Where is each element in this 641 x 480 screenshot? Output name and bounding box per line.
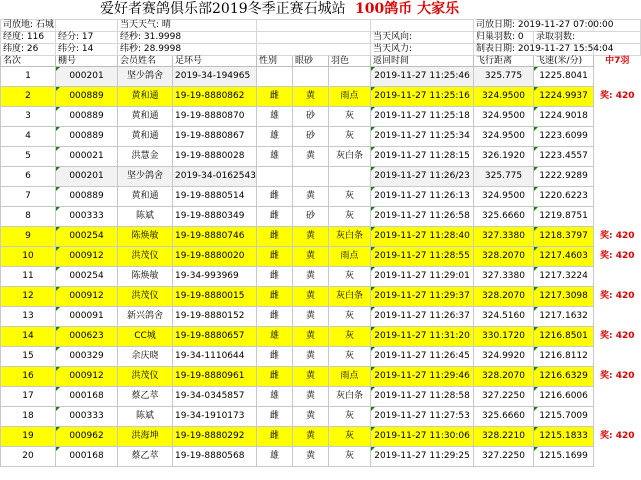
eye-cell: 黄 xyxy=(293,447,329,467)
table-row xyxy=(1,67,641,87)
rank-cell: 19 xyxy=(1,427,56,447)
ring-cell: 19-19-8880349 xyxy=(173,207,257,227)
loft-cell: 000201 xyxy=(56,67,118,87)
prize-cell xyxy=(594,107,641,127)
prize-cell: 奖: 420 xyxy=(594,427,641,447)
table-row xyxy=(1,207,641,227)
rank-cell: 20 xyxy=(1,447,56,467)
loft-cell: 000889 xyxy=(56,127,118,147)
table-row xyxy=(1,107,641,127)
loft-cell: 000333 xyxy=(56,207,118,227)
info-cell: 归巢羽数: 0 xyxy=(474,32,534,44)
distance-cell: 325.775 xyxy=(474,167,534,187)
ring-cell: 19-19-8880870 xyxy=(173,107,257,127)
speed-cell: 1216.8112 xyxy=(534,347,594,367)
return-time-cell: 2019-11-27 11:25:18 xyxy=(371,107,474,127)
ring-cell: 19-19-8880152 xyxy=(173,307,257,327)
ring-cell: 19-34-0345857 xyxy=(173,387,257,407)
sex-cell: 雄 xyxy=(257,147,293,167)
info-cell xyxy=(257,32,371,44)
color-cell xyxy=(329,167,371,187)
speed-cell: 1218.3797 xyxy=(534,227,594,247)
eye-cell: 黄 xyxy=(293,347,329,367)
member-cell: 黄和通 xyxy=(118,87,173,107)
color-cell: 灰 xyxy=(329,447,371,467)
loft-cell: 000912 xyxy=(56,247,118,267)
prize-cell xyxy=(594,147,641,167)
loft-cell: 000889 xyxy=(56,187,118,207)
info-cell xyxy=(257,44,371,56)
speed-cell: 1217.1632 xyxy=(534,307,594,327)
loft-cell: 000889 xyxy=(56,87,118,107)
color-cell: 灰 xyxy=(329,267,371,287)
member-cell: 蔡乙萃 xyxy=(118,387,173,407)
info-cell: 司放日期: 2019-11-27 07:00:00 xyxy=(474,20,594,32)
table-row xyxy=(1,187,641,207)
eye-cell: 黄 xyxy=(293,147,329,167)
speed-cell: 1216.6329 xyxy=(534,367,594,387)
loft-cell: 000889 xyxy=(56,107,118,127)
sex-cell: 雌 xyxy=(257,367,293,387)
member-cell: 余庆晓 xyxy=(118,347,173,367)
distance-cell: 324.9500 xyxy=(474,107,534,127)
rank-cell: 5 xyxy=(1,147,56,167)
distance-cell: 327.3380 xyxy=(474,267,534,287)
eye-cell: 黄 xyxy=(293,387,329,407)
loft-cell: 000168 xyxy=(56,447,118,467)
eye-cell: 黄 xyxy=(293,427,329,447)
prize-cell: 奖: 420 xyxy=(594,247,641,267)
rank-cell: 7 xyxy=(1,187,56,207)
color-cell: 雨点 xyxy=(329,87,371,107)
prize-cell: 奖: 420 xyxy=(594,367,641,387)
distance-cell: 328.2070 xyxy=(474,367,534,387)
sex-cell: 雌 xyxy=(257,347,293,367)
eye-cell xyxy=(293,67,329,87)
rank-cell: 4 xyxy=(1,127,56,147)
member-cell: 陈焕敏 xyxy=(118,227,173,247)
sex-cell: 雌 xyxy=(257,307,293,327)
speed-cell: 1224.9937 xyxy=(534,87,594,107)
loft-cell: 000623 xyxy=(56,327,118,347)
eye-cell: 砂 xyxy=(293,127,329,147)
eye-cell: 黄 xyxy=(293,307,329,327)
member-cell: 洪茂仪 xyxy=(118,287,173,307)
rank-cell: 10 xyxy=(1,247,56,267)
color-cell: 灰白条 xyxy=(329,147,371,167)
prize-cell: 奖: 420 xyxy=(594,227,641,247)
info-cell: 经分: 17 xyxy=(56,32,118,44)
eye-cell: 黄 xyxy=(293,327,329,347)
prize-cell xyxy=(594,187,641,207)
rank-cell: 6 xyxy=(1,167,56,187)
member-cell: 新兴鸽舍 xyxy=(118,307,173,327)
eye-cell xyxy=(293,167,329,187)
color-cell: 灰 xyxy=(329,107,371,127)
color-cell: 灰 xyxy=(329,187,371,207)
sex-cell: 雌 xyxy=(257,247,293,267)
rank-cell: 2 xyxy=(1,87,56,107)
loft-cell: 000912 xyxy=(56,287,118,307)
loft-cell: 000329 xyxy=(56,347,118,367)
table-row xyxy=(1,287,641,307)
return-time-cell: 2019-11-27 11:29:37 xyxy=(371,287,474,307)
prize-cell xyxy=(594,67,641,87)
return-time-cell: 2019-11-27 11:29:01 xyxy=(371,267,474,287)
speed-cell: 1222.9289 xyxy=(534,167,594,187)
member-cell: 黄和通 xyxy=(118,107,173,127)
distance-cell: 328.2070 xyxy=(474,247,534,267)
rank-cell: 13 xyxy=(1,307,56,327)
eye-cell: 黄 xyxy=(293,267,329,287)
ring-cell: 19-34-993969 xyxy=(173,267,257,287)
title-highlight: 100鸽币 大家乐 xyxy=(355,1,460,17)
info-cell: 当天风力: xyxy=(371,44,474,56)
table-row xyxy=(1,127,641,147)
rank-cell: 12 xyxy=(1,287,56,307)
member-cell: 陈斌 xyxy=(118,407,173,427)
sex-cell: 雌 xyxy=(257,267,293,287)
ring-cell: 19-19-8880292 xyxy=(173,427,257,447)
prize-cell xyxy=(594,407,641,427)
ring-cell: 19-19-8880746 xyxy=(173,227,257,247)
color-cell: 灰 xyxy=(329,127,371,147)
speed-cell: 1220.6223 xyxy=(534,187,594,207)
speed-cell: 1215.1699 xyxy=(534,447,594,467)
distance-cell: 325.6660 xyxy=(474,407,534,427)
info-cell: 录取羽数: xyxy=(534,32,641,44)
eye-cell: 黄 xyxy=(293,187,329,207)
info-row xyxy=(1,20,641,32)
member-cell: 黄和通 xyxy=(118,127,173,147)
header-sex: 性别 xyxy=(257,56,293,67)
results-table xyxy=(0,19,641,467)
member-cell: CC城 xyxy=(118,327,173,347)
member-cell: 洪慧金 xyxy=(118,147,173,167)
loft-cell: 000254 xyxy=(56,267,118,287)
return-time-cell: 2019-11-27 11:28:15 xyxy=(371,147,474,167)
header-row xyxy=(1,56,641,67)
prize-cell: 奖: 420 xyxy=(594,327,641,347)
speed-cell: 1215.7009 xyxy=(534,407,594,427)
color-cell: 灰白条 xyxy=(329,227,371,247)
rank-cell: 3 xyxy=(1,107,56,127)
sex-cell xyxy=(257,67,293,87)
speed-cell: 1216.6006 xyxy=(534,387,594,407)
loft-cell: 000091 xyxy=(56,307,118,327)
return-time-cell: 2019-11-27 11:28:58 xyxy=(371,387,474,407)
sex-cell xyxy=(257,167,293,187)
return-time-cell: 2019-11-27 11:28:40 xyxy=(371,227,474,247)
distance-cell: 325.775 xyxy=(474,67,534,87)
loft-cell: 000201 xyxy=(56,167,118,187)
speed-cell: 1219.8751 xyxy=(534,207,594,227)
ring-cell: 19-19-8880862 xyxy=(173,87,257,107)
color-cell: 灰 xyxy=(329,327,371,347)
prize-cell xyxy=(594,267,641,287)
ring-cell: 19-34-1110644 xyxy=(173,347,257,367)
ring-cell: 19-19-8880015 xyxy=(173,287,257,307)
header-speed: 飞速(米/分) xyxy=(534,56,594,67)
header-time: 返回时间 xyxy=(371,56,474,67)
return-time-cell: 2019-11-27 11:29:25 xyxy=(371,447,474,467)
rank-cell: 14 xyxy=(1,327,56,347)
return-time-cell: 2019-11-27 11:26:37 xyxy=(371,307,474,327)
loft-cell: 000333 xyxy=(56,407,118,427)
prize-cell xyxy=(594,207,641,227)
ring-cell: 2019-34-194965 xyxy=(173,67,257,87)
prize-cell xyxy=(594,307,641,327)
speed-cell: 1217.3224 xyxy=(534,267,594,287)
return-time-cell: 2019-11-27 11:28:55 xyxy=(371,247,474,267)
info-cell: 当天天气: 晴 xyxy=(118,20,257,32)
loft-cell: 000021 xyxy=(56,147,118,167)
return-time-cell: 2019-11-27 11:26:58 xyxy=(371,207,474,227)
return-time-cell: 2019-11-27 11:30:06 xyxy=(371,427,474,447)
ring-cell: 19-19-8880514 xyxy=(173,187,257,207)
info-cell: 纬分: 14 xyxy=(56,44,118,56)
table-row xyxy=(1,307,641,327)
sex-cell: 雄 xyxy=(257,327,293,347)
rank-cell: 17 xyxy=(1,387,56,407)
ring-cell: 19-34-1910173 xyxy=(173,407,257,427)
member-cell: 蔡乙萃 xyxy=(118,447,173,467)
distance-cell: 324.9500 xyxy=(474,187,534,207)
color-cell: 雨点 xyxy=(329,247,371,267)
info-cell: 纬秒: 28.9998 xyxy=(118,44,257,56)
color-cell xyxy=(329,67,371,87)
distance-cell: 324.9500 xyxy=(474,127,534,147)
distance-cell: 328.2210 xyxy=(474,427,534,447)
sex-cell: 雌 xyxy=(257,187,293,207)
header-prize-note: 中7羽 xyxy=(594,56,641,67)
results-body xyxy=(1,67,641,467)
info-cell: 经秒: 31.9998 xyxy=(118,32,257,44)
ring-cell: 19-19-8880020 xyxy=(173,247,257,267)
table-row xyxy=(1,167,641,187)
header-ring: 足环号 xyxy=(173,56,257,67)
ring-cell: 19-19-8880568 xyxy=(173,447,257,467)
title-main: 爱好者赛鸽俱乐部2019冬季正赛石城站 xyxy=(100,1,346,17)
return-time-cell: 2019-11-27 11:31:20 xyxy=(371,327,474,347)
header-distance: 飞行距离 xyxy=(474,56,534,67)
header-eye: 眼砂 xyxy=(293,56,329,67)
color-cell: 灰 xyxy=(329,307,371,327)
info-cell xyxy=(371,20,474,32)
distance-cell: 330.1720 xyxy=(474,327,534,347)
member-cell: 洪茂仪 xyxy=(118,247,173,267)
loft-cell: 000168 xyxy=(56,387,118,407)
return-time-cell: 2019-11-27 11:26:45 xyxy=(371,347,474,367)
speed-cell: 1217.4603 xyxy=(534,247,594,267)
loft-cell: 000912 xyxy=(56,367,118,387)
sex-cell: 雌 xyxy=(257,287,293,307)
header-rank: 名次 xyxy=(1,56,56,67)
prize-cell xyxy=(594,127,641,147)
prize-cell xyxy=(594,447,641,467)
info-cell: 纬度: 26 xyxy=(1,44,56,56)
speed-cell: 1223.4557 xyxy=(534,147,594,167)
ring-cell: 2019-34-0162543 xyxy=(173,167,257,187)
distance-cell: 327.2250 xyxy=(474,387,534,407)
table-row xyxy=(1,247,641,267)
rank-cell: 16 xyxy=(1,367,56,387)
distance-cell: 326.1920 xyxy=(474,147,534,167)
speed-cell: 1215.1833 xyxy=(534,427,594,447)
info-cell xyxy=(56,20,118,32)
speed-cell: 1225.8041 xyxy=(534,67,594,87)
sex-cell: 雌 xyxy=(257,207,293,227)
ring-cell: 19-19-8880961 xyxy=(173,367,257,387)
table-row xyxy=(1,407,641,427)
color-cell: 灰 xyxy=(329,347,371,367)
rank-cell: 8 xyxy=(1,207,56,227)
sex-cell: 雌 xyxy=(257,407,293,427)
prize-cell xyxy=(594,387,641,407)
eye-cell: 砂 xyxy=(293,207,329,227)
info-cell: 制表日期: 2019-11-27 15:54:04 xyxy=(474,44,594,56)
color-cell: 雨点 xyxy=(329,367,371,387)
return-time-cell: 2019-11-27 11:27:53 xyxy=(371,407,474,427)
loft-cell: 000962 xyxy=(56,427,118,447)
color-cell: 灰白条 xyxy=(329,287,371,307)
table-row xyxy=(1,327,641,347)
table-row xyxy=(1,347,641,367)
speed-cell: 1217.3098 xyxy=(534,287,594,307)
table-row xyxy=(1,227,641,247)
header-loft: 棚号 xyxy=(56,56,118,67)
info-cell xyxy=(257,20,371,32)
prize-cell xyxy=(594,167,641,187)
rank-cell: 9 xyxy=(1,227,56,247)
eye-cell: 黄 xyxy=(293,287,329,307)
sex-cell: 雄 xyxy=(257,387,293,407)
distance-cell: 324.9920 xyxy=(474,347,534,367)
sex-cell: 雄 xyxy=(257,107,293,127)
header-color: 羽色 xyxy=(329,56,371,67)
info-row xyxy=(1,32,641,44)
ring-cell: 19-19-8880028 xyxy=(173,147,257,167)
eye-cell: 砂 xyxy=(293,107,329,127)
color-cell: 灰 xyxy=(329,427,371,447)
table-row xyxy=(1,427,641,447)
info-cell: 当天风向: xyxy=(371,32,474,44)
color-cell: 灰 xyxy=(329,407,371,427)
loft-cell: 000254 xyxy=(56,227,118,247)
rank-cell: 18 xyxy=(1,407,56,427)
rank-cell: 15 xyxy=(1,347,56,367)
prize-cell: 奖: 420 xyxy=(594,87,641,107)
member-cell: 坚少鸽舍 xyxy=(118,67,173,87)
info-row xyxy=(1,44,641,56)
header-member: 会员姓名 xyxy=(118,56,173,67)
eye-cell: 黄 xyxy=(293,367,329,387)
eye-cell: 黄 xyxy=(293,407,329,427)
eye-cell: 黄 xyxy=(293,87,329,107)
rank-cell: 1 xyxy=(1,67,56,87)
member-cell: 坚少鸽舍 xyxy=(118,167,173,187)
rank-cell: 11 xyxy=(1,267,56,287)
sex-cell: 雌 xyxy=(257,87,293,107)
ring-cell: 19-19-8880657 xyxy=(173,327,257,347)
speed-cell: 1223.6099 xyxy=(534,127,594,147)
sex-cell: 雄 xyxy=(257,127,293,147)
prize-cell xyxy=(594,347,641,367)
distance-cell: 325.6660 xyxy=(474,207,534,227)
prize-cell: 奖: 420 xyxy=(594,287,641,307)
report-title xyxy=(0,0,640,19)
distance-cell: 324.9500 xyxy=(474,87,534,107)
distance-cell: 324.5160 xyxy=(474,307,534,327)
member-cell: 陈斌 xyxy=(118,207,173,227)
speed-cell: 1224.9018 xyxy=(534,107,594,127)
sex-cell: 雌 xyxy=(257,427,293,447)
member-cell: 洪海坤 xyxy=(118,427,173,447)
table-row xyxy=(1,267,641,287)
return-time-cell: 2019-11-27 11:25:16 xyxy=(371,87,474,107)
return-time-cell: 2019-11-27 11:26/23 xyxy=(371,167,474,187)
distance-cell: 327.3380 xyxy=(474,227,534,247)
info-block xyxy=(1,20,641,67)
eye-cell: 黄 xyxy=(293,227,329,247)
info-cell: 司放地: 石城 xyxy=(1,20,56,32)
member-cell: 黄和通 xyxy=(118,187,173,207)
eye-cell: 黄 xyxy=(293,247,329,267)
ring-cell: 19-19-8880867 xyxy=(173,127,257,147)
table-row xyxy=(1,367,641,387)
distance-cell: 327.2250 xyxy=(474,447,534,467)
return-time-cell: 2019-11-27 11:25:46 xyxy=(371,67,474,87)
member-cell: 陈焕敏 xyxy=(118,267,173,287)
sex-cell: 雄 xyxy=(257,447,293,467)
table-row xyxy=(1,147,641,167)
member-cell: 洪茂仪 xyxy=(118,367,173,387)
color-cell: 灰 xyxy=(329,207,371,227)
return-time-cell: 2019-11-27 11:29:46 xyxy=(371,367,474,387)
info-cell: 经度: 116 xyxy=(1,32,56,44)
table-row xyxy=(1,87,641,107)
table-row xyxy=(1,447,641,467)
distance-cell: 328.2070 xyxy=(474,287,534,307)
sex-cell: 雌 xyxy=(257,227,293,247)
table-row xyxy=(1,387,641,407)
return-time-cell: 2019-11-27 11:25:34 xyxy=(371,127,474,147)
return-time-cell: 2019-11-27 11:26:13 xyxy=(371,187,474,207)
speed-cell: 1216.8501 xyxy=(534,327,594,347)
color-cell: 灰白条 xyxy=(329,387,371,407)
